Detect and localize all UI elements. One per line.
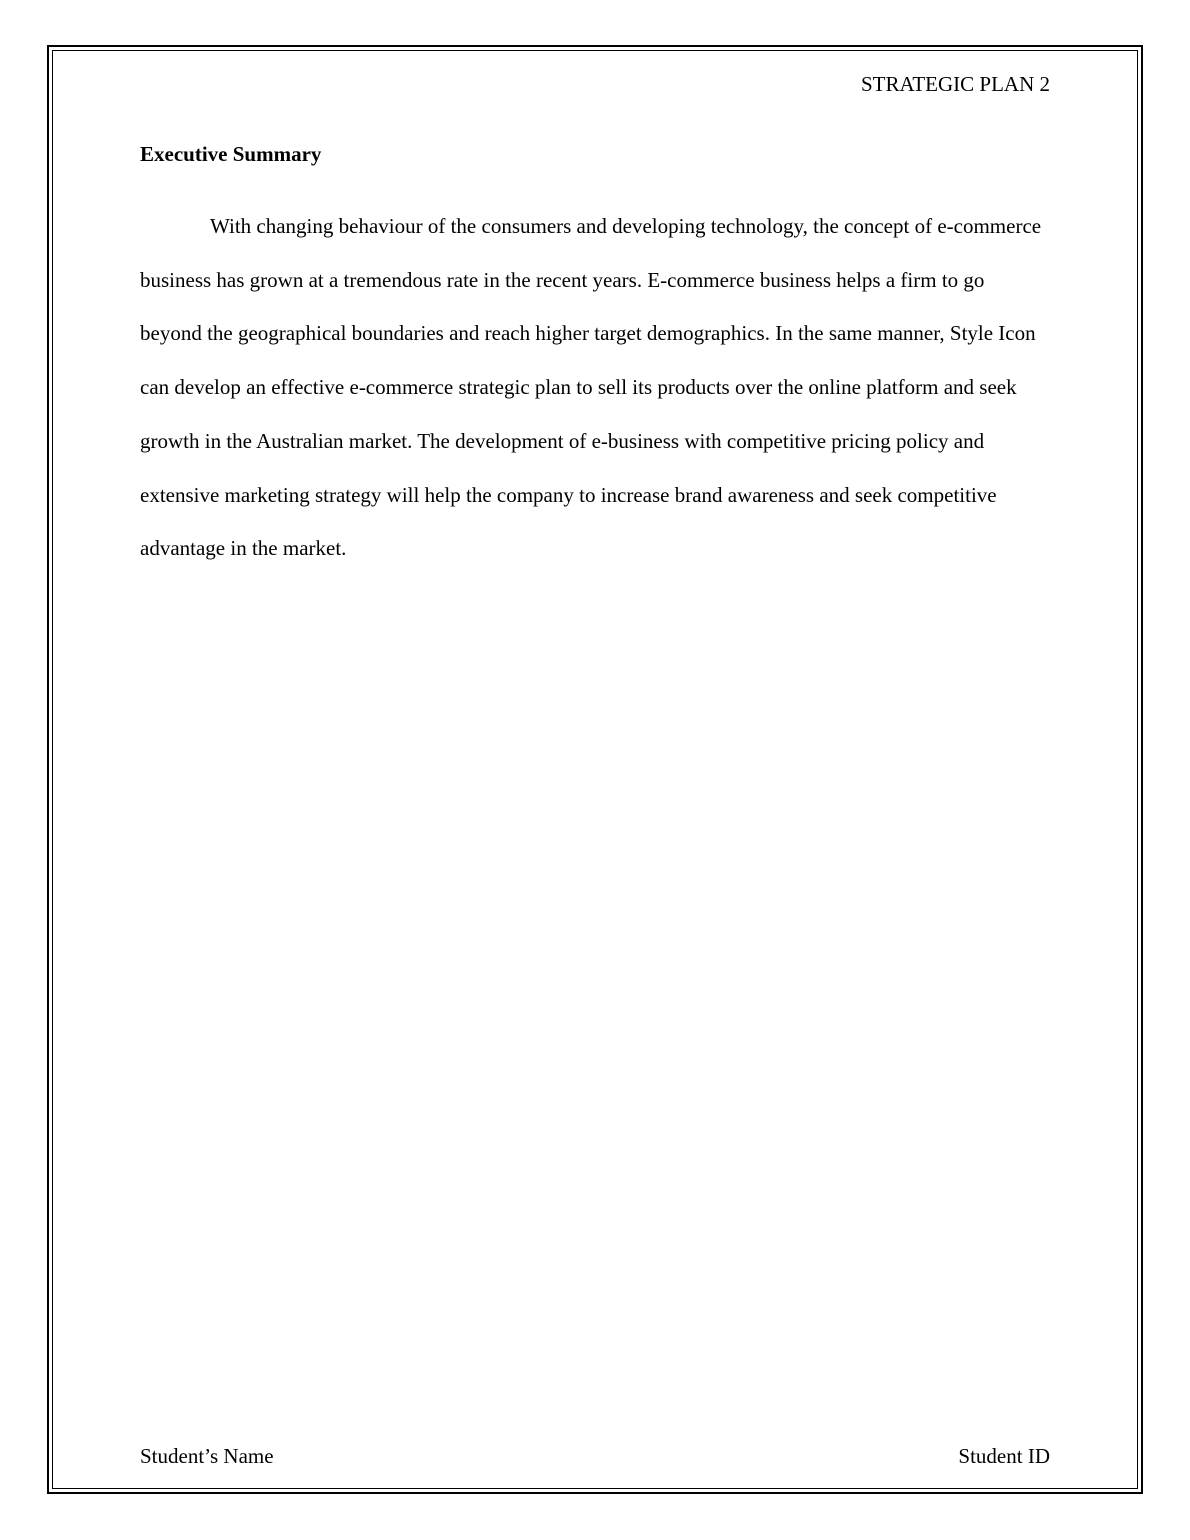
footer-student-id: Student ID (958, 1444, 1050, 1468)
running-head: STRATEGIC PLAN 2 (860, 72, 1050, 96)
section-heading: Executive Summary (140, 142, 322, 166)
body-paragraph: With changing behaviour of the consumers and developing technology, the concept of e-commerce business has grown at a tremendous rate in the recent years. E-commerce business helps a firm to go beyond the geographical boundaries and reach higher target demographics. In the same manner, Style Icon can develop an effective e-commerce strategic plan to sell its products over the online platform and seek growth in the Australian market. The development of e-business with competitive pricing policy and extensive marketing strategy will help the company to increase brand awareness and seek competitive advantage in the market. (140, 214, 1042, 561)
footer-student-name: Student’s Name (140, 1444, 274, 1468)
